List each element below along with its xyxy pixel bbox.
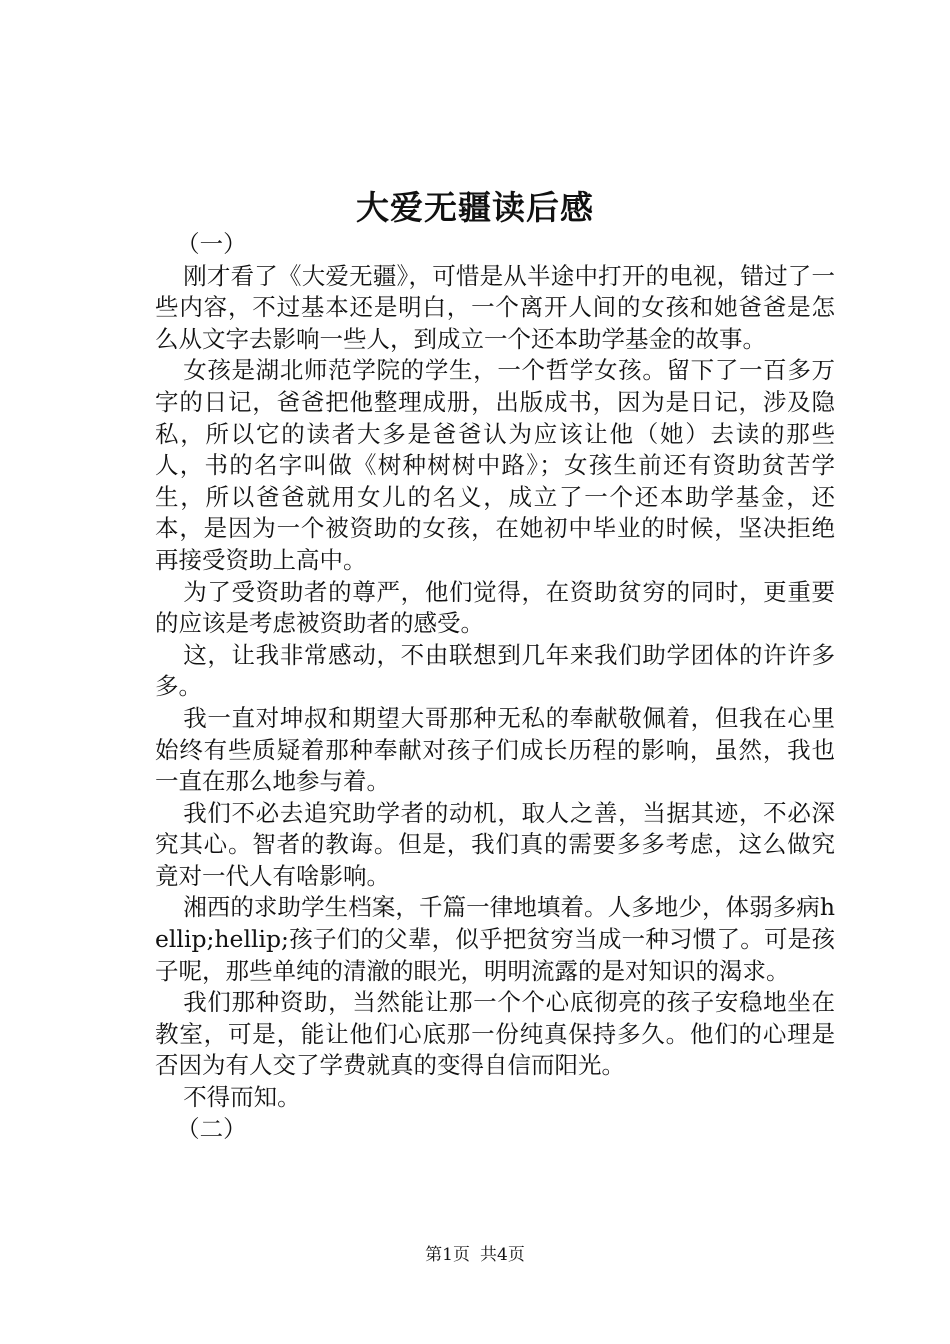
paragraph: 女孩是湖北师范学院的学生，一个哲学女孩。留下了一百多万字的日记，爸爸把他整理成册，出版成书，因为是日记，涉及隐私，所以它的读者大多是爸爸认为应该让他（她）去读的那些人，书的名字叫做《树种树树中路》；女孩生前还有资助贫苦学生，所以爸爸就用女儿的名义，成立了一个还本助学基金，还本，是因为一个被资助的女孩，在她初中毕业的时候，坚决拒绝再接受资助上高中。	[155, 356, 835, 574]
page-footer	[0, 1244, 950, 1266]
paragraph: 刚才看了《大爱无疆》，可惜是从半途中打开的电视，错过了一些内容，不过基本还是明白，一个离开人间的女孩和她爸爸是怎么从文字去影响一些人，到成立一个还本助学基金的故事。	[155, 261, 835, 353]
document-body	[155, 229, 835, 1145]
paragraph: 我们那种资助，当然能让那一个个心底彻亮的孩子安稳地坐在教室，可是，能让他们心底那一份纯真保持多久。他们的心理是否因为有人交了学费就真的变得自信而阳光。	[155, 988, 835, 1080]
page-number: 第1页	[425, 1245, 470, 1265]
section-label: （二）	[176, 1114, 247, 1143]
paragraph: 为了受资助者的尊严，他们觉得，在资助贫穷的同时，更重要的应该是考虑被资助者的感受。	[155, 577, 835, 638]
paragraph: 我一直对坤叔和期望大哥那种无私的奉献敬佩着，但我在心里始终有些质疑着那种奉献对孩子们成长历程的影响，虽然，我也一直在那么地参与着。	[155, 703, 835, 796]
paragraph: 不得而知。	[183, 1083, 301, 1112]
page-total: 共4页	[480, 1245, 525, 1265]
document-title: 大爱无疆读后感	[356, 188, 594, 227]
paragraph: 这，让我非常感动，不由联想到几年来我们助学团体的许许多多。	[155, 640, 835, 701]
paragraph: 我们不必去追究助学者的动机，取人之善，当据其迹，不必深究其心。智者的教诲。但是，我们真的需要多多考虑，这么做究竟对一代人有啥影响。	[155, 798, 835, 890]
paragraph: 湘西的求助学生档案，千篇一律地填着。人多地少，体弱多病hellip;hellip;孩子们的父辈，似乎把贫穷当成一种习惯了。可是孩子呢，那些单纯的清澈的眼光，明明流露的是对知识的渴求。	[155, 893, 835, 985]
section-label: （一）	[176, 230, 247, 258]
